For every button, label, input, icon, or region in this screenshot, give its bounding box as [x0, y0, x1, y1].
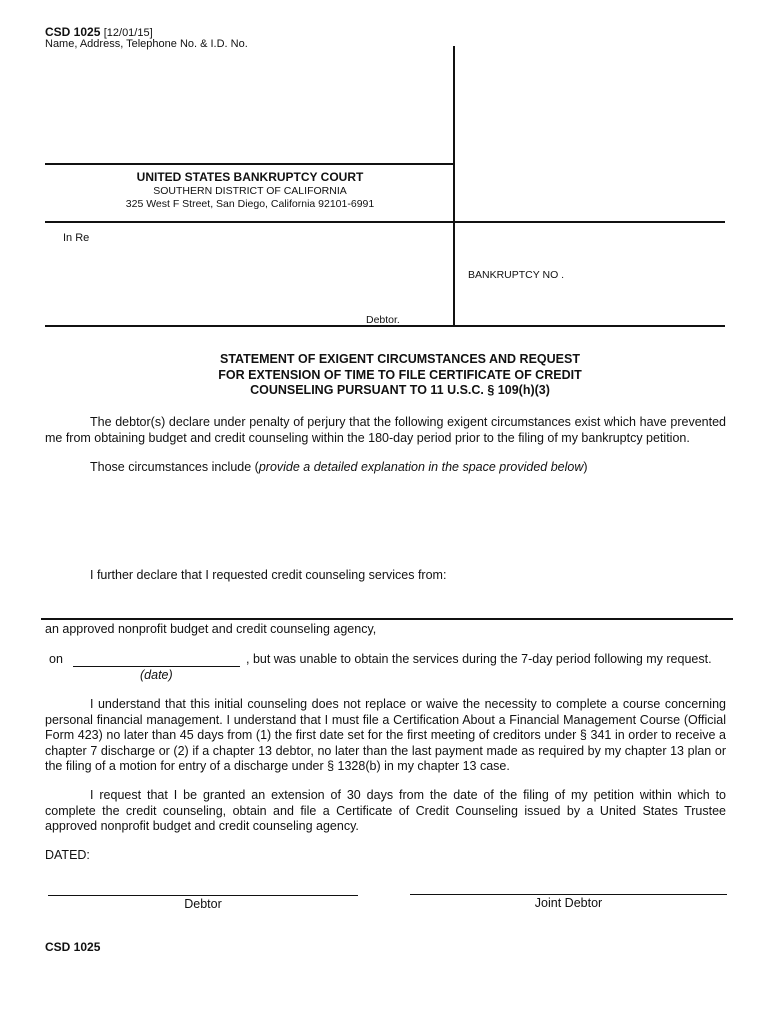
- caption-divider-middle: [45, 221, 725, 223]
- dated-label: DATED:: [45, 848, 90, 862]
- request-date-line[interactable]: [73, 666, 240, 667]
- paragraph-financial-management: I understand that this initial counseling does not replace or waive the necessity to complete a course concerning personal financial management. I understand that I must file a Certification About a Financial Management Course (Official Form 423) no later than 45 days from (1) the first date set for the first meeting of creditors under § 341 in order to receive a chapter 7 discharge or (2) if a chapter 13 debtor, no later than the last payment made as required by my chapter 13 plan or the filing of a motion for entry of a discharge under § 1328(b) in my chapter 13 case.: [45, 697, 726, 773]
- title-line-3: COUNSELING PURSUANT TO 11 U.S.C. § 109(h)(3): [250, 383, 550, 397]
- document-title: [45, 352, 755, 399]
- circumstances-suffix: ): [583, 460, 588, 474]
- paragraph-declaration: The debtor(s) declare under penalty of perjury that the following exigent circumstances exist which have prevented me from obtaining budget and credit counseling within the 180-day period prior to the filing of my bankruptcy petition.: [45, 415, 726, 445]
- on-suffix-text: , but was unable to obtain the services during the 7-day period following my request.: [246, 652, 712, 666]
- form-code: CSD 1025: [45, 25, 101, 39]
- court-district: SOUTHERN DISTRICT OF CALIFORNIA: [153, 185, 347, 197]
- form-revision: [12/01/15]: [103, 27, 153, 39]
- paragraph-circumstances: [45, 460, 726, 476]
- circumstances-prefix: Those circumstances include (: [90, 460, 259, 474]
- debtor-caption-label: Debtor.: [366, 314, 400, 326]
- title-line-1: STATEMENT OF EXIGENT CIRCUMSTANCES AND REQUEST: [220, 352, 580, 366]
- caption-divider-top: [45, 163, 454, 165]
- agency-description: an approved nonprofit budget and credit counseling agency,: [45, 622, 377, 636]
- court-block: [45, 170, 455, 210]
- paragraph-requested-from: I further declare that I requested credit counseling services from:: [90, 568, 447, 582]
- court-name: UNITED STATES BANKRUPTCY COURT: [136, 170, 364, 184]
- on-label: on: [49, 652, 63, 666]
- court-address: 325 West F Street, San Diego, California 92101-6991: [125, 198, 375, 210]
- title-line-2: FOR EXTENSION OF TIME TO FILE CERTIFICATE OF CREDIT: [218, 367, 582, 382]
- joint-debtor-signature-line[interactable]: [410, 894, 727, 895]
- footer-form-code: CSD 1025: [45, 940, 101, 954]
- date-caption: (date): [140, 668, 173, 682]
- circumstances-instruction: provide a detailed explanation in the space provided below: [258, 460, 584, 474]
- header-subtitle: Name, Address, Telephone No. & I.D. No.: [45, 38, 248, 50]
- in-re-label: In Re: [63, 232, 90, 244]
- debtor-signature-label: Debtor: [184, 897, 222, 911]
- debtor-signature-line[interactable]: [48, 895, 358, 896]
- form-code-header: [45, 25, 153, 39]
- agency-name-line[interactable]: [41, 618, 733, 620]
- bankruptcy-number-label: BANKRUPTCY NO .: [468, 269, 565, 281]
- joint-debtor-signature-label: Joint Debtor: [534, 896, 603, 910]
- paragraph-extension-request: I request that I be granted an extension of 30 days from the date of the filing of my petition within which to complete the credit counseling, obtain and file a Certificate of Credit Counseling issued by a United States Trustee approved nonprofit budget and credit counseling agency.: [45, 788, 726, 833]
